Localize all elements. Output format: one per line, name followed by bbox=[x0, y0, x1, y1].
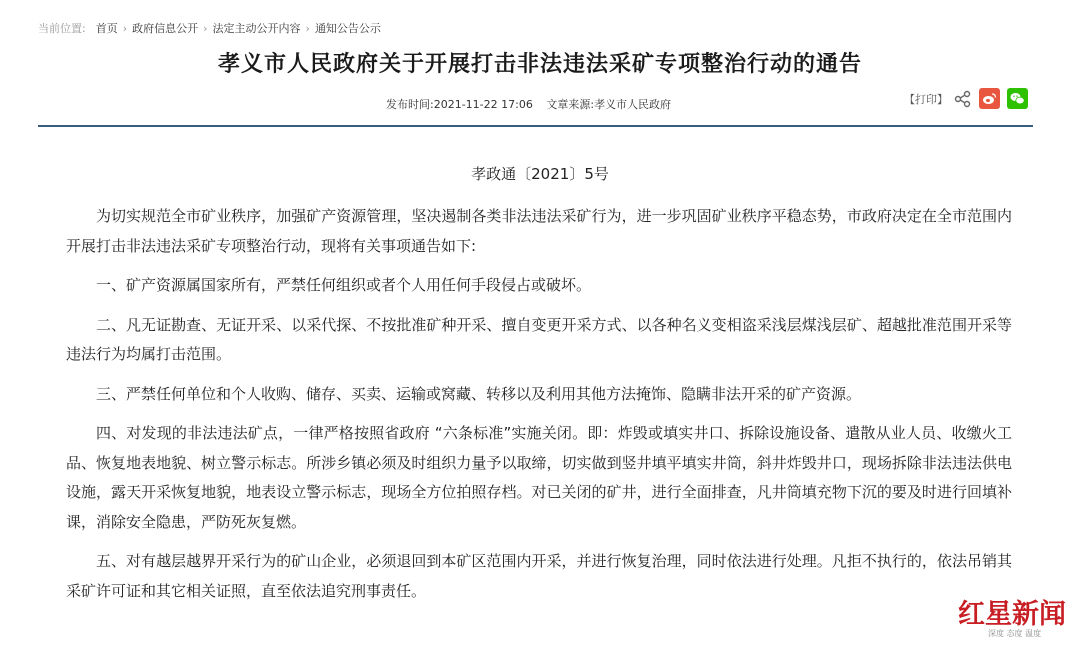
watermark-brand: 红星新闻 bbox=[958, 599, 1066, 630]
article-body bbox=[66, 202, 1012, 616]
breadcrumb bbox=[38, 20, 381, 36]
paragraph-3: 三、严禁任何单位和个人收购、储存、买卖、运输或窝藏、转移以及利用其他方法掩饰、隐瞒非法开采的矿产资源。 bbox=[96, 384, 862, 403]
wechat-icon[interactable] bbox=[1007, 88, 1028, 109]
red-star-news-watermark bbox=[958, 592, 1074, 644]
source-label: 文章来源:孝义市人民政府 bbox=[546, 98, 672, 111]
document-number: 孝政通〔2021〕5号 bbox=[471, 165, 609, 183]
publish-time-label: 发布时间:2021-11-22 17:06 bbox=[386, 98, 533, 111]
breadcrumb-separator: › bbox=[122, 21, 128, 35]
share-toolbar bbox=[904, 88, 1028, 109]
breadcrumb-separator: › bbox=[305, 21, 310, 35]
paragraph-5: 五、对有越层越界开采行为的矿山企业，必须退回到本矿区范围内开采，并进行恢复治理，同时依法进行处理。凡拒不执行的，依法吊销其采矿许可证和其它相关证照，直至依法追究刑事责任。 bbox=[66, 552, 1012, 600]
breadcrumb-notices-link[interactable]: 通知公告公示 bbox=[314, 22, 381, 35]
print-button[interactable]: 【打印】 bbox=[904, 92, 948, 106]
paragraph-1: 一、矿产资源属国家所有，严禁任何组织或者个人用任何手段侵占或破坏。 bbox=[96, 276, 592, 294]
paragraph-2: 二、凡无证勘查、无证开采、以采代探、不按批准矿种开采、擅自变更开采方式、以各种名义变相盗采浅层煤浅层矿、超越批准范围开采等违法行为均属打击范围。 bbox=[66, 315, 1012, 363]
breadcrumb-gov-info-link[interactable]: 政府信息公开 bbox=[132, 22, 199, 35]
breadcrumb-home-link[interactable]: 首页 bbox=[95, 22, 118, 35]
paragraph-intro: 为切实规范全市矿业秩序，加强矿产资源管理，坚决遏制各类非法违法采矿行为，进一步巩固矿业秩序平稳态势，市政府决定在全市范围内开展打击非法违法采矿专项整治行动，现将有关事项通告如下: bbox=[66, 207, 1012, 255]
breadcrumb-separator: › bbox=[203, 21, 208, 35]
weibo-icon[interactable] bbox=[979, 88, 1000, 109]
share-icon[interactable] bbox=[954, 90, 972, 108]
title-divider bbox=[38, 125, 1033, 127]
breadcrumb-lead: 当前位置: bbox=[38, 22, 86, 35]
breadcrumb-legal-content-link[interactable]: 法定主动公开内容 bbox=[212, 22, 301, 35]
paragraph-4: 四、对发现的非法违法矿点，一律严格按照省政府 “六条标准”实施关闭。即：炸毁或填实井口、拆除设施设备、遣散从业人员、收缴火工品、恢复地表地貌、树立警示标志。所涉乡镇必须及时组织力量予以取缔，切实做到竖井填平填实井筒，斜井炸毁井口，现场拆除非法违法供电设施，露天开采恢复地貌，地表设立警示标志，现场全方位拍照存档。对已关闭的矿井，进行全面排查，凡井筒填充物下沉的要及时进行回填补课，消除安全隐患，严防死灰复燃。 bbox=[66, 424, 1012, 531]
article-meta bbox=[386, 96, 681, 112]
watermark-tagline: 深度 态度 温度 bbox=[988, 629, 1042, 638]
article-title: 孝义市人民政府关于开展打击非法违法采矿专项整治行动的通告 bbox=[217, 52, 862, 77]
